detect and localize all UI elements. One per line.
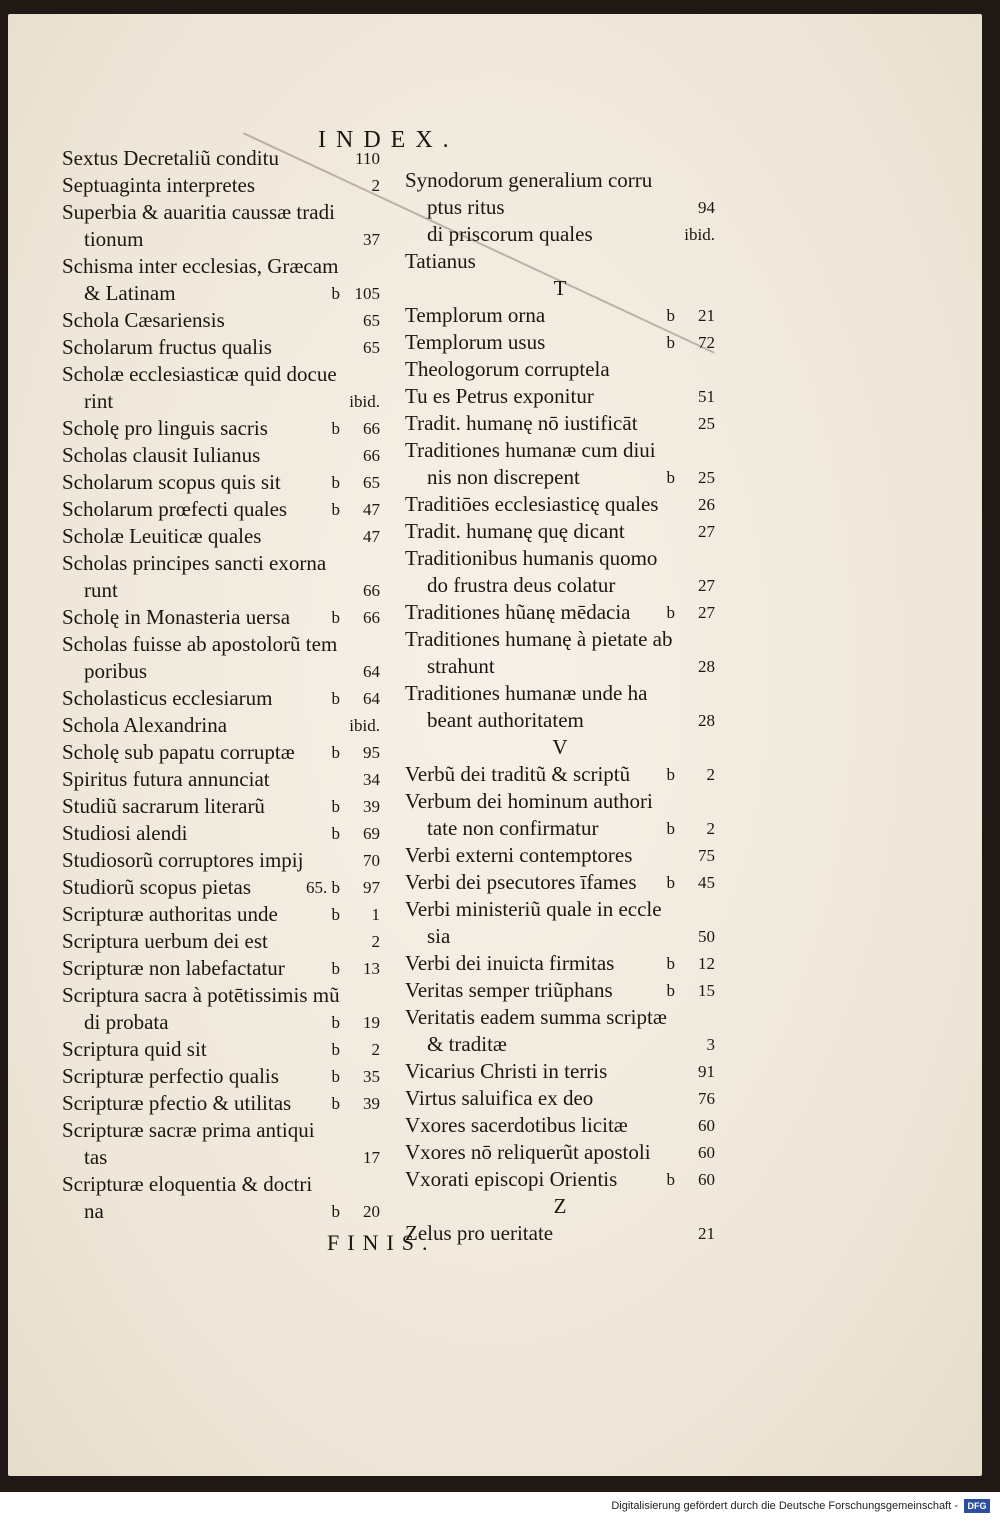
index-entry-marker: b [666,873,675,892]
index-entry-page: 26 [698,495,715,514]
index-entry-page: ibid. [684,225,715,244]
index-entry-page: 2 [371,1040,380,1059]
index-entry [62,550,380,577]
index-entry [405,761,715,788]
index-entry [405,545,715,572]
index-entry-page: 51 [698,387,715,406]
index-entry-page: 1 [371,905,380,924]
index-entry [405,437,715,464]
index-entry-page: 12 [698,954,715,973]
index-entry-page: 69 [363,824,380,843]
index-entry-page: 45 [698,873,715,892]
index-entry-marker: b [331,905,340,924]
index-entry-text: Schola Cæsariensis [62,308,225,332]
index-entry-text: Veritatis eadem summa scriptæ [405,1005,667,1029]
index-entry-text: Verbi dei inuicta firmitas [405,951,615,975]
index-entry [62,820,380,847]
index-entry-text: & Latinam [84,281,176,305]
index-entry [405,1112,715,1139]
index-entry-text: Scholę in Monasteria uersa [62,605,291,629]
index-entry-text: Superbia & auaritia caussæ tradi [62,200,335,224]
index-entry-page: 37 [363,230,380,249]
index-entry-page: 17 [363,1148,380,1167]
index-entry [405,167,715,194]
index-entry-page: 2 [371,176,380,195]
index-entry [62,253,380,280]
index-entry-page: 91 [698,1062,715,1081]
index-entry-text: sia [427,924,451,948]
index-entry-text: Scholas principes sancti exorna [62,551,327,575]
index-column-left [62,145,380,1225]
index-entry [405,950,715,977]
index-entry-text: di probata [84,1010,169,1034]
index-entry-text: Tradit. humanę quę dicant [405,519,625,543]
index-entry-page: 39 [363,1094,380,1113]
index-entry-page: 21 [698,306,715,325]
index-entry [62,577,380,604]
index-entry-marker: b [331,500,340,519]
index-column-right [405,167,715,1247]
index-entry-page: ibid. [349,392,380,411]
index-entry-marker: b [666,603,675,622]
index-entry-text: nis non discrepent [427,465,580,489]
index-entry-text: beant authoritatem [427,708,584,732]
digitization-footer [0,1492,1000,1523]
index-entry [62,1036,380,1063]
index-entry-page: 35 [363,1067,380,1086]
index-entry-text: Virtus saluifica ex deo [405,1086,594,1110]
index-entry-text: tate non confirmatur [427,816,599,840]
index-entry-marker: b [331,689,340,708]
index-entry-text: Verbi dei psecutores īfames [405,870,637,894]
index-entry [62,1063,380,1090]
index-entry-marker: b [331,959,340,978]
index-entry-marker: b [666,819,675,838]
index-entry [405,518,715,545]
index-entry-text: Scholas clausit Iulianus [62,443,261,467]
index-entry-marker: b [331,284,340,303]
index-entry-page: 2 [706,765,715,784]
index-entry-page: 28 [698,711,715,730]
index-entry-page: 105 [354,284,380,303]
index-entry [62,631,380,658]
finis-mark: FINIS. [327,1230,436,1255]
index-entry-page: 21 [698,1224,715,1243]
index-entry [405,194,715,221]
index-entry-page: 20 [363,1202,380,1221]
index-entry-text: ptus ritus [427,195,505,219]
page-header: INDEX. [318,127,459,153]
index-entry-page: 34 [363,770,380,789]
index-entry-page: 28 [698,657,715,676]
index-entry-text: tionum [84,227,144,251]
index-entry-page: 25 [698,468,715,487]
index-letter-heading [405,1193,715,1220]
index-entry [62,739,380,766]
index-entry-text: di priscorum quales [427,222,593,246]
index-entry-page: 60 [698,1143,715,1162]
index-entry [405,1139,715,1166]
index-entry-text: Studiosi alendi [62,821,188,845]
index-entry [62,928,380,955]
index-entry [405,977,715,1004]
index-entry-marker: b [331,743,340,762]
index-entry-text: Studiũ sacrarum literarũ [62,794,265,818]
index-entry [62,523,380,550]
index-entry-page: 3 [706,1035,715,1054]
index-entry [405,626,715,653]
index-entry-page: 95 [363,743,380,762]
index-entry [62,199,380,226]
index-entry-text: Verbi ministeriũ quale in eccle [405,897,662,921]
footer-credit: Digitalisierung gefördert durch die Deutsche Forschungsgemeinschaft - [611,1500,958,1512]
index-entry [62,145,380,172]
index-entry [62,1009,380,1036]
index-entry [405,653,715,680]
index-entry-text: Verbi externi contemptores [405,843,633,867]
index-entry-marker: b [331,608,340,627]
index-entry [405,788,715,815]
index-entry [62,685,380,712]
index-entry [405,1085,715,1112]
index-entry-marker: b [331,1202,340,1221]
index-entry [405,410,715,437]
index-entry-text: Scriptura quid sit [62,1037,207,1061]
index-entry-page: 110 [355,149,380,168]
index-entry [405,572,715,599]
index-entry [62,172,380,199]
index-entry-marker: b [331,1067,340,1086]
index-entry-page: 65 [363,473,380,492]
index-entry-text: Vicarius Christi in terris [405,1059,608,1083]
index-entry-text: tas [84,1145,108,1169]
index-entry-text: Scholarum prœfecti quales [62,497,288,521]
index-entry-text: Vxorati episcopi Orientis [405,1167,618,1191]
index-entry-page: 60 [698,1116,715,1135]
index-entry [62,1198,380,1225]
index-entry-text: Scholę sub papatu corruptæ [62,740,295,764]
index-entry-marker: b [666,765,675,784]
index-entry [62,280,380,307]
index-entry-text: Traditiones humanæ cum diui [405,438,656,462]
index-entry-text: Sextus Decretaliũ conditu [62,146,279,170]
index-entry [62,1090,380,1117]
index-entry-text: Z [553,1194,567,1218]
index-entry-text: Scholarum fructus qualis [62,335,272,359]
index-entry [405,302,715,329]
index-entry [405,464,715,491]
index-entry-marker: b [666,1170,675,1189]
index-entry-text: na [84,1199,104,1223]
index-entry [405,599,715,626]
index-entry-page: 19 [363,1013,380,1032]
index-entry-text: Spiritus futura annunciat [62,767,270,791]
index-letter-heading [405,734,715,761]
index-entry [405,221,715,248]
index-entry [62,1117,380,1144]
index-entry [62,955,380,982]
index-entry [405,842,715,869]
index-entry [62,496,380,523]
index-entry [405,1058,715,1085]
index-entry [62,361,380,388]
index-entry-text: Scholę pro linguis sacris [62,416,268,440]
index-entry [405,248,715,275]
index-entry-marker: b [666,468,675,487]
index-entry-page: 39 [363,797,380,816]
index-entry-text: Septuaginta interpretes [62,173,256,197]
index-entry-text: Traditiones hũanę mēdacia [405,600,631,624]
index-entry [62,415,380,442]
index-entry-page: 27 [698,576,715,595]
index-entry-text: Verbũ dei traditũ & scriptũ [405,762,631,786]
index-entry-page: 66 [363,419,380,438]
index-entry-marker: b [666,333,675,352]
index-entry [62,982,380,1009]
index-entry [62,766,380,793]
index-entry-page: 60 [698,1170,715,1189]
index-entry-page: 47 [363,527,380,546]
index-entry-text: Scholasticus ecclesiarum [62,686,273,710]
index-entry [62,604,380,631]
index-entry-text: Scripturæ eloquentia & doctri [62,1172,313,1196]
index-entry-text: Theologorum corruptela [405,357,610,381]
index-entry-text: V [552,735,568,759]
index-entry-page: 72 [698,333,715,352]
index-entry-page: 64 [363,689,380,708]
index-entry-page: 15 [698,981,715,1000]
index-entry-text: Studiosorũ corruptores impij [62,848,304,872]
index-entry [62,712,380,739]
index-entry-text: strahunt [427,654,495,678]
index-entry [405,896,715,923]
index-entry-marker: b [666,954,675,973]
index-entry [62,1144,380,1171]
index-entry-text: poribus [84,659,147,683]
index-entry-page: 94 [698,198,715,217]
index-entry-page: 25 [698,414,715,433]
index-entry-text: Synodorum generalium corru [405,168,653,192]
index-entry [405,1004,715,1031]
index-entry [62,1171,380,1198]
index-entry-text: rint [84,389,114,413]
index-entry [405,869,715,896]
index-entry-marker: b [331,419,340,438]
index-entry-page: 50 [698,927,715,946]
index-entry-text: Schisma inter ecclesias, Græcam [62,254,339,278]
index-entry-text: Scholæ ecclesiasticæ quid docue [62,362,337,386]
index-entry-page: 97 [363,878,380,897]
index-entry [405,923,715,950]
index-entry-text: Vxores sacerdotibus licitæ [405,1113,628,1137]
index-entry-marker: b [331,1013,340,1032]
index-entry-marker: b [331,797,340,816]
index-entry-text: Schola Alexandrina [62,713,228,737]
index-entry [62,874,380,901]
index-entry-page: 2 [706,819,715,838]
index-entry-text: Templorum orna [405,303,546,327]
index-entry-text: Vxores nō reliquerũt apostoli [405,1140,651,1164]
index-entry [405,680,715,707]
index-entry-marker: b [666,981,675,1000]
index-entry [62,847,380,874]
index-entry-text: Veritas semper triũphans [405,978,613,1002]
index-entry-page: 64 [363,662,380,681]
index-entry-marker: 65. b [306,878,340,897]
index-entry-page: 65 [363,311,380,330]
index-entry-page: ibid. [349,716,380,735]
index-entry-text: Tradit. humanę nō iustificāt [405,411,638,435]
index-entry-marker: b [666,306,675,325]
index-entry-text: Traditiones humanę à pietate ab [405,627,673,651]
index-entry-page: 76 [698,1089,715,1108]
index-entry-text: Tatianus [405,249,476,273]
index-entry [405,707,715,734]
index-entry-text: runt [84,578,118,602]
index-entry-text: Scriptura uerbum dei est [62,929,268,953]
index-entry-marker: b [331,473,340,492]
index-entry-marker: b [331,1040,340,1059]
index-entry-text: Templorum usus [405,330,546,354]
index-entry-text: Scholæ Leuiticæ quales [62,524,262,548]
index-entry [62,658,380,685]
dfg-logo-icon: DFG [964,1499,990,1513]
index-entry-text: Studiorũ scopus pietas [62,875,251,899]
index-entry [405,815,715,842]
index-entry-text: Scripturæ non labefactatur [62,956,285,980]
index-entry-text: Scholarum scopus quis sit [62,470,281,494]
index-entry [405,1166,715,1193]
index-entry [62,334,380,361]
index-entry-page: 70 [363,851,380,870]
index-entry [62,388,380,415]
index-entry-text: Verbum dei hominum authori [405,789,653,813]
index-entry-page: 65 [363,338,380,357]
index-entry-marker: b [331,1094,340,1113]
index-entry-page: 27 [698,603,715,622]
index-entry [405,356,715,383]
index-entry-text: do frustra deus colatur [427,573,616,597]
index-entry-page: 27 [698,522,715,541]
index-entry [405,383,715,410]
index-entry-text: Scholas fuisse ab apostolorũ tem [62,632,338,656]
index-entry-text: Traditiōes ecclesiasticę quales [405,492,659,516]
index-entry-marker: b [331,824,340,843]
index-entry [405,329,715,356]
index-entry-text: Scripturæ sacræ prima antiqui [62,1118,315,1142]
index-entry [405,1220,715,1247]
index-entry-text: Zelus pro ueritate [405,1221,554,1245]
index-entry [62,901,380,928]
index-entry-text: Scripturæ authoritas unde [62,902,278,926]
index-entry [62,226,380,253]
index-entry-text: Traditiones humanæ unde ha [405,681,648,705]
index-entry [62,307,380,334]
index-entry-text: T [553,276,567,300]
index-entry-page: 13 [363,959,380,978]
index-entry-text: & traditæ [427,1032,507,1056]
index-entry-page: 75 [698,846,715,865]
index-entry-page: 2 [371,932,380,951]
index-entry-text: Scriptura sacra à potētissimis mũ [62,983,340,1007]
index-entry-page: 66 [363,608,380,627]
index-entry-page: 66 [363,446,380,465]
index-entry-text: Traditionibus humanis quomo [405,546,658,570]
index-entry [62,793,380,820]
index-entry [62,442,380,469]
index-entry [405,491,715,518]
index-letter-heading [405,275,715,302]
index-entry [62,469,380,496]
index-entry-page: 66 [363,581,380,600]
index-entry-page: 47 [363,500,380,519]
index-entry-text: Scripturæ pfectio & utilitas [62,1091,292,1115]
index-entry-text: Scripturæ perfectio qualis [62,1064,279,1088]
index-entry-text: Tu es Petrus exponitur [405,384,594,408]
index-entry [405,1031,715,1058]
